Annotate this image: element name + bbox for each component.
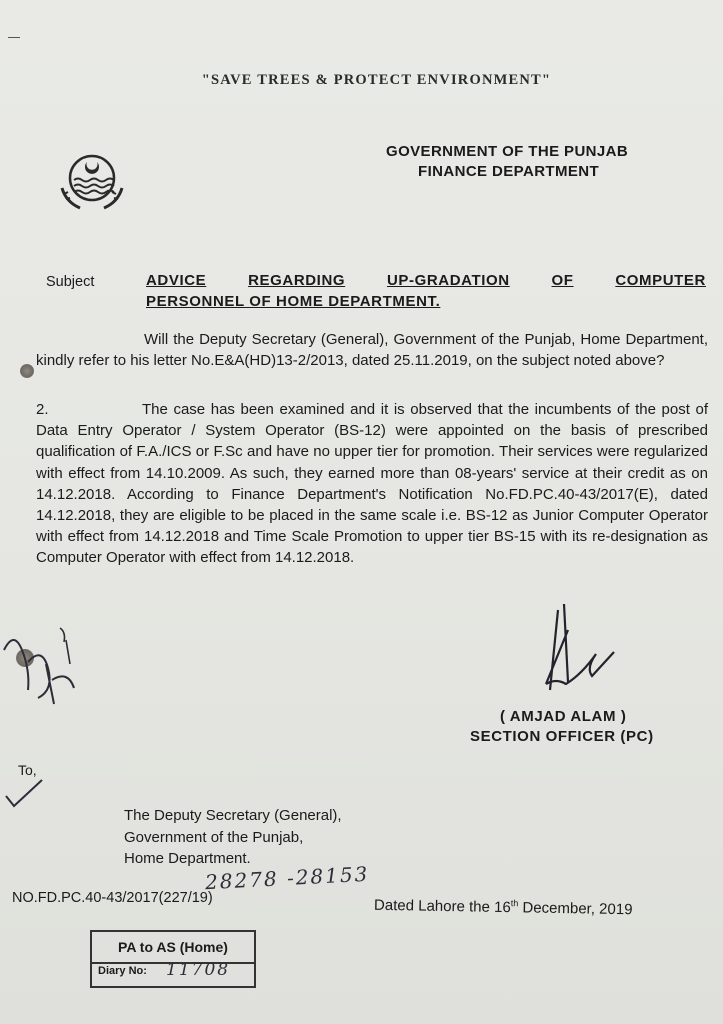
- date-suffix: December, 2019: [518, 899, 633, 919]
- signatory-title: SECTION OFFICER (PC): [470, 728, 654, 745]
- recipient-line-2: Government of the Punjab,: [124, 829, 304, 846]
- to-label: To,: [18, 762, 37, 778]
- subject-line-2: PERSONNEL OF HOME DEPARTMENT.: [146, 293, 441, 310]
- subject-word: ADVICE: [146, 272, 207, 289]
- body-paragraph-1: Will the Deputy Secretary (General), Government of the Punjab, Home Department, kindly refer to his letter No.E&A(HD)13-2/2013, dated 25.11.2019, on the subject noted above?: [36, 331, 708, 370]
- subject-line-1: [146, 272, 706, 289]
- checkmark-icon: [4, 778, 44, 808]
- subject-word: UP-GRADATION: [386, 272, 510, 289]
- recipient-line-3: Home Department.: [124, 850, 251, 867]
- punch-hole: [20, 364, 34, 378]
- margin-mark: [8, 37, 20, 38]
- recipient-line-1: The Deputy Secretary (General),: [124, 807, 342, 824]
- stamp-title: PA to AS (Home): [92, 932, 254, 964]
- body-paragraph-2: [36, 399, 708, 569]
- handwritten-dispatch-number: 28278 -28153: [204, 861, 370, 895]
- paragraph-number: 2.: [36, 401, 49, 418]
- margin-handwriting: [0, 620, 90, 720]
- diary-stamp: [90, 930, 256, 988]
- signature-mark: [528, 600, 618, 700]
- department-heading: FINANCE DEPARTMENT: [418, 163, 600, 180]
- subject-word: COMPUTER: [615, 272, 706, 289]
- letterhead-motto: "SAVE TREES & PROTECT ENVIRONMENT": [201, 72, 552, 88]
- date-prefix: Dated Lahore the 16: [373, 896, 511, 917]
- date-line: [374, 896, 633, 919]
- punjab-government-emblem-icon: [56, 148, 128, 214]
- subject-word: REGARDING: [248, 272, 346, 289]
- signatory-name: ( AMJAD ALAM ): [500, 708, 627, 725]
- government-heading: GOVERNMENT OF THE PUNJAB: [386, 143, 629, 160]
- reference-number: NO.FD.PC.40-43/2017(227/19): [12, 890, 213, 906]
- stamp-diary-label: Diary No:: [98, 965, 147, 977]
- subject-label: Subject: [46, 274, 95, 290]
- paragraph-2-text: The case has been examined and it is observed that the incumbents of the post of Data Entry Operator / System Operator (BS-12) were appointed on the basis of prescribed qualification of F.A./ICS or F.Sc and have no upper tier for promotion. Their services were regularized with effect from 14.10.2009. As such, they earned more than 08-years' service at their credit as on 14.12.2018. According to Finance Department's Notification No.FD.PC.40-43/2017(E), dated 14.12.2018, they are eligible to be placed in the same scale i.e. BS-12 as Junior Computer Operator with effect from 14.12.2018 and Time Scale Promotion to upper tier BS-15 with its re-designation as Computer Operator with effect from 14.12.2018.: [36, 401, 708, 567]
- stamp-diary-number: 11708: [166, 960, 231, 980]
- date-suffix-ordinal: th: [510, 898, 519, 909]
- subject-word: OF: [551, 272, 574, 289]
